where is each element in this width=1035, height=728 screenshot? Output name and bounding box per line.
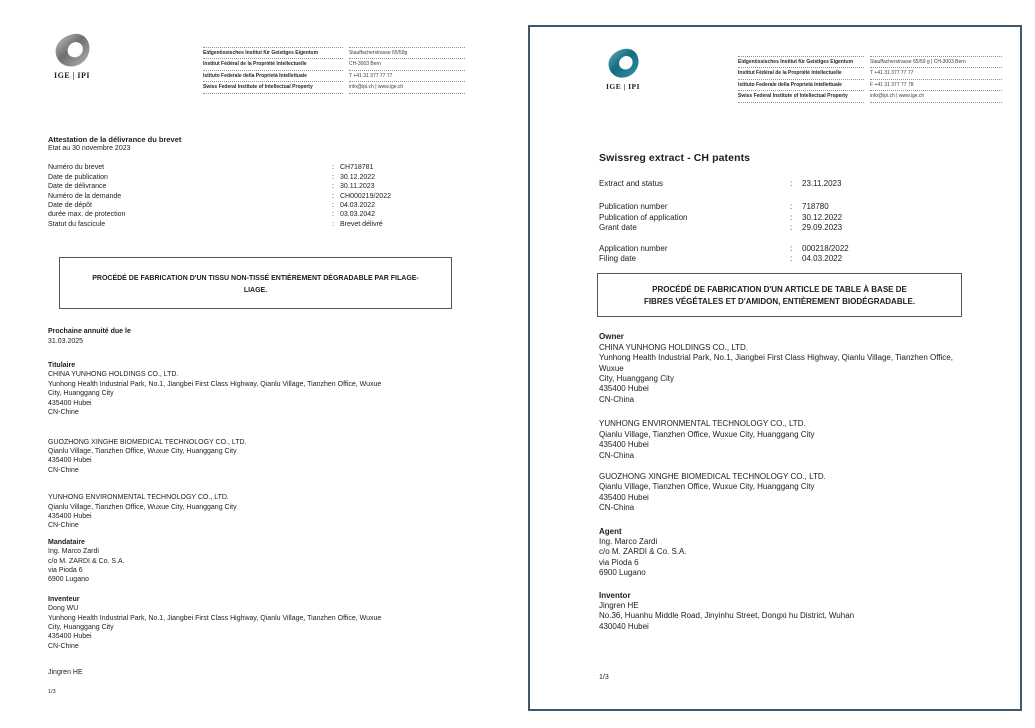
extract-status-value: 23.11.2023 — [802, 179, 842, 188]
field-row: Grant date : 29.09.2023 — [599, 223, 843, 233]
ige-ipi-logo — [46, 33, 98, 80]
letterhead-table — [738, 56, 1002, 103]
page-number: 1/3 — [48, 688, 56, 695]
max-protection-value: 03.03.2042 — [340, 211, 376, 219]
agent-heading: Agent — [599, 526, 622, 536]
grant-date-value: 29.09.2023 — [802, 223, 843, 233]
letterhead-address: Stauffacherstrasse 65/59 g | CH-3003 Bern — [870, 56, 1002, 67]
holder-entry: YUNHONG ENVIRONMENTAL TECHNOLOGY CO., LTD. Qianlu Village, Tianzhen Office, Wuxue City, Huanggang City 435400 Hubei CN-Chine — [48, 494, 237, 530]
owner-entry: GUOZHONG XINGHE BIOMEDICAL TECHNOLOGY CO., LTD. Qianlu Village, Tianzhen Office, Wuxue City, Huanggang City 435400 Hubei CN-China — [599, 471, 826, 513]
next-annuity — [48, 327, 456, 346]
letterhead-institute-names — [203, 47, 343, 94]
publication-date-value: 30.12.2022 — [340, 173, 376, 181]
letterhead-table — [203, 47, 465, 94]
page-title: Swissreg extract - CH patents — [599, 152, 751, 164]
holders-heading: Titulaire — [48, 362, 76, 370]
field-row: Statut du fascicule : Brevet délivré — [48, 220, 383, 228]
ige-ipi-swirl-icon — [55, 33, 90, 68]
letterhead-city: CH-3003 Bern — [349, 58, 465, 69]
letterhead-email-web: info@ipi.ch | www.ige.ch — [349, 81, 465, 93]
annuity-date: 31.03.2025 — [48, 337, 84, 345]
field-row: Date de publication : 30.12.2022 — [48, 173, 376, 181]
letterhead-contact-values — [349, 47, 465, 94]
field-row: Date de délivrance : 30.11.2023 — [48, 183, 375, 191]
page-title: Attestation de la délivrance du brevet — [48, 135, 182, 144]
field-row: Numéro du brevet : CH718781 — [48, 164, 374, 172]
letterhead-contact-values — [870, 56, 1002, 103]
owner-heading: Owner — [599, 332, 624, 342]
invention-title-box: PROCÉDÉ DE FABRICATION D'UN ARTICLE DE TABLE À BASE DE FIBRES VÉGÉTALES ET D'AMIDON, ENTIÈREMENT BIODÉGRADABLE. — [597, 273, 962, 317]
inventor-heading: Inventeur — [48, 595, 80, 603]
field-row: Application number : 000218/2022 — [599, 243, 849, 253]
letterhead-institute-names — [738, 56, 864, 103]
field-row: Extract and status : 23.11.2023 — [599, 179, 842, 188]
letterhead-phone: T +41 31 377 77 77 — [870, 67, 1002, 78]
ige-ipi-logo — [598, 48, 648, 91]
inventor-entry: Dong WU Yunhong Health Industrial Park, No.1, Jiangbei First Class Highway, Qianlu Village, Tianzhen Office, Wuxue City, Huanggang City 435400 Hubei CN-Chine — [48, 605, 382, 650]
swissreg-body — [599, 153, 1009, 684]
agent-heading: Mandataire — [48, 538, 85, 546]
institute-name-de: Eidgenössisches Institut für Geistiges Eigentum — [203, 47, 343, 58]
field-row: Filing date : 04.03.2022 — [599, 254, 843, 264]
holder-entry: GUOZHONG XINGHE BIOMEDICAL TECHNOLOGY CO., LTD. Qianlu Village, Tianzhen Office, Wuxue City, Huanggang City 435400 Hubei CN-Chine — [48, 438, 247, 474]
patent-number-value: CH718781 — [340, 164, 374, 172]
ige-ipi-swirl-icon — [608, 48, 639, 79]
second-inventor-name: Jingren HE — [48, 669, 83, 677]
inventor-entry: Jingren HE No.36, Huanhu Middle Road, Jinyinhu Street, Dongxi hu District, Wuhan 430040 Hubei — [599, 600, 855, 631]
letterhead-fax: F +41 31 377 77 78 — [870, 79, 1002, 90]
application-number-value: CH000219/2022 — [340, 192, 391, 200]
application-publication-value: 30.12.2022 — [802, 212, 843, 222]
filing-date-value: 04.03.2022 — [802, 254, 843, 264]
patent-fields — [599, 179, 1009, 264]
letterhead-address: Stauffacherstrasse 65/59g — [349, 47, 465, 58]
owner-entry: YUNHONG ENVIRONMENTAL TECHNOLOGY CO., LTD. Qianlu Village, Tianzhen Office, Wuxue City, Huanggang City 435400 Hubei CN-China — [599, 419, 815, 460]
document-page-swissreg — [528, 25, 1022, 711]
institute-name-it: Istituto Federale della Proprietà Intellettuale — [738, 79, 864, 90]
field-row: Numéro de la demande : CH000219/2022 — [48, 192, 391, 200]
institute-name-en: Swiss Federal Institute of Intellectual Property — [203, 81, 343, 93]
page-number: 1/3 — [599, 674, 609, 682]
ige-ipi-wordmark: IGE | IPI — [53, 71, 91, 80]
field-row: Date de dépôt : 04.03.2022 — [48, 202, 376, 210]
document-page-attestation — [18, 14, 470, 720]
field-row: Publication number : 718780 — [599, 202, 829, 212]
filing-date-value: 04.03.2022 — [340, 202, 376, 210]
letterhead-email-web: info@ipi.ch | www.ige.ch — [870, 90, 1002, 102]
grant-date-value: 30.11.2023 — [340, 183, 375, 191]
institute-name-en: Swiss Federal Institute of Intellectual Property — [738, 90, 864, 102]
agent-entry: Ing. Marco Zardi c/o M. ZARDI & Co. S.A. via Pioda 6 6900 Lugano — [599, 536, 687, 578]
status-value: Brevet délivré — [340, 220, 383, 228]
invention-title-box: PROCÉDÉ DE FABRICATION D'UN TISSU NON-TISSÉ ENTIÈREMENT DÉGRADABLE PAR FILAGE- LIAGE. — [59, 257, 452, 309]
letterhead-phone: T +41 31 377 77 77 — [349, 70, 465, 81]
institute-name-fr: Institut Fédéral de la Propriété Intellectuelle — [203, 58, 343, 69]
institute-name-fr: Institut Fédéral de la Propriété Intellectuelle — [738, 67, 864, 78]
status-line: Etat au 30 novembre 2023 — [48, 145, 131, 152]
institute-name-de: Eidgenössisches Institut für Geistiges Eigentum — [738, 56, 864, 67]
publication-number-value: 718780 — [802, 202, 829, 212]
agent-entry: Ing. Marco Zardi c/o M. ZARDI & Co. S.A. via Pioda 6 6900 Lugano — [48, 548, 125, 584]
institute-name-it: Istituto Federale della Proprietà Intellettuale — [203, 70, 343, 81]
inventor-heading: Inventor — [599, 590, 631, 600]
ige-ipi-wordmark: IGE | IPI — [605, 82, 641, 91]
field-row: Publication of application : 30.12.2022 — [599, 212, 843, 222]
field-row: durée max. de protection : 03.03.2042 — [48, 211, 376, 219]
attestation-body — [48, 135, 456, 697]
application-number-value: 000218/2022 — [802, 243, 849, 253]
holder-entry: CHINA YUNHONG HOLDINGS CO., LTD. Yunhong Health Industrial Park, No.1, Jiangbei First Class Highway, Qianlu Village, Tianzhen Office, Wuxue City, Huanggang City 435400 Hubei CN-Chine — [48, 371, 382, 417]
owner-entry: CHINA YUNHONG HOLDINGS CO., LTD. Yunhong Health Industrial Park, No.1, Jiangbei First Class Highway, Qianlu Village, Tianzhen Office, Wuxue City, Huanggang City 435400 Hubei CN-China — [599, 342, 953, 404]
patent-fields — [48, 163, 456, 229]
annuity-label: Prochaine annuité due le — [48, 328, 131, 336]
